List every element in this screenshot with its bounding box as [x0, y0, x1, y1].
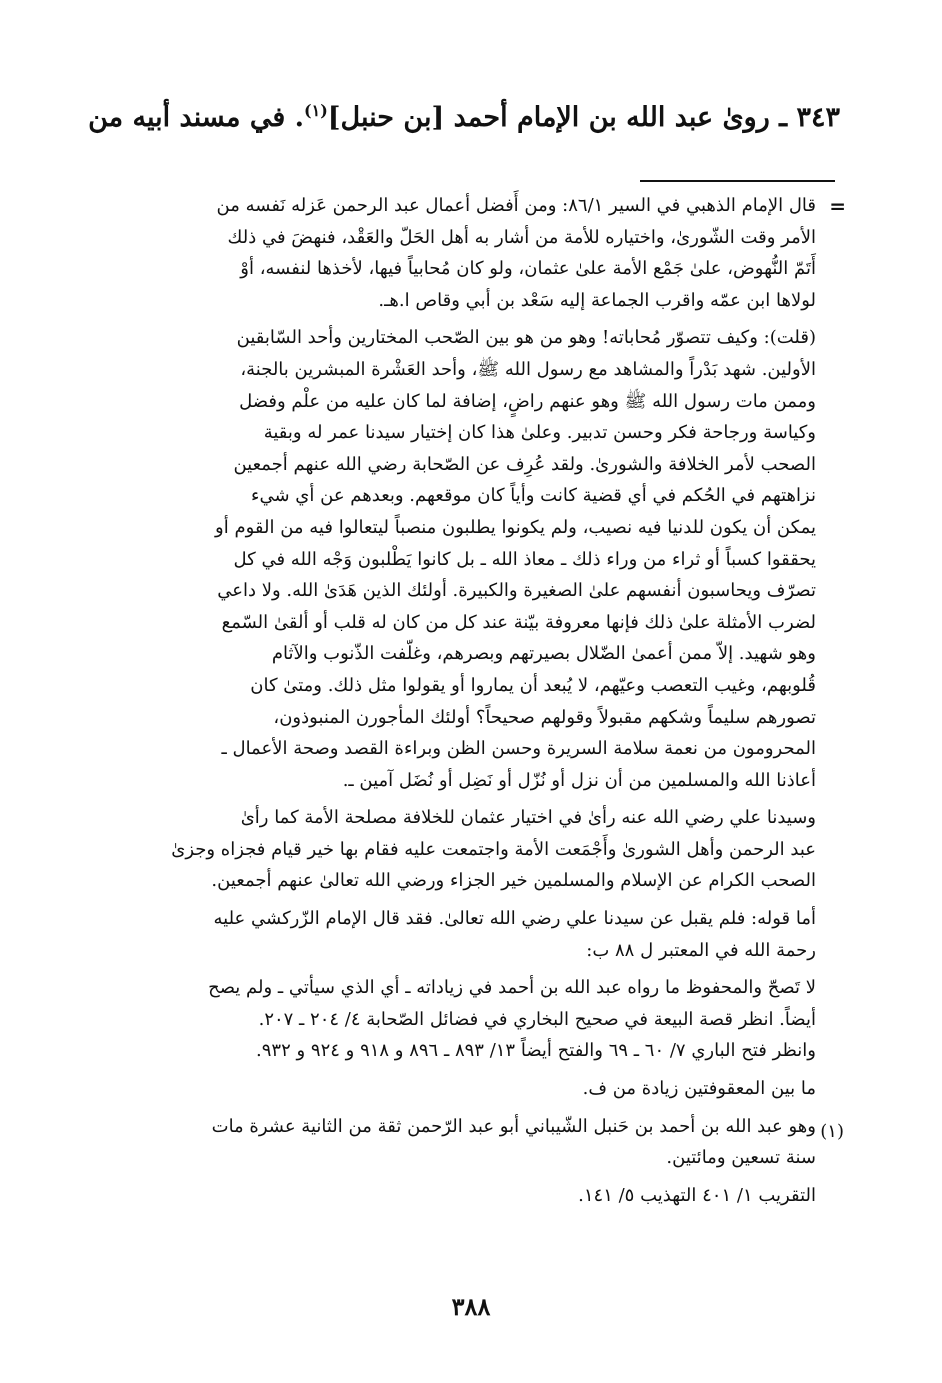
hadith-number: ٣٤٣ — [796, 102, 840, 133]
footnote-line: أيضاً. انظر قصة البيعة في صحيح البخاري في فضائل الصّحابة ٤/ ٢٠٤ ـ ٢٠٧. — [258, 1008, 816, 1030]
footnote-line: وانظر فتح الباري ٧/ ٦٠ ـ ٦٩ والفتح أيضاً ١٣/ ٨٩٣ ـ ٨٩٦ و ٩١٨ و ٩٢٤ و ٩٣٢. — [256, 1040, 816, 1062]
footnote-line: لولاها ابن عمّه واقرب الجماعة إليه سَعْد بن أبي وقاص ا.هـ. — [378, 289, 816, 311]
footnote-line: أعاذنا الله والمسلمين من أن نزل أو نُزّل أو نَضِل أو نُضَل آمين ـ. — [342, 769, 816, 791]
footnote-line: التقريب ١/ ٤٠١ التهذيب ٥/ ١٤١. — [578, 1184, 816, 1206]
footnote-line: الصحب الكرام عن الإسلام والمسلمين خير الجزاء ورضي الله تعالىٰ عنهم أجمعين. — [211, 870, 816, 892]
continuation-mark: = — [829, 194, 846, 218]
footnote-line: نزاهتهم في الحُكم في أي قضية كانت وأياً كان موقعهم. وبعدهم عن أي شيء — [251, 485, 816, 507]
footnote-line: وكياسة ورجاحة فكر وحسن تدبير. وعلىٰ هذا كان إختيار سيدنا عمر له وبقية — [263, 422, 816, 444]
footnote-line: تصورهم سليماً وشكهم مقبولاً وقولهم صحيحاً؟ أولئك المأجورن المنبوذون، — [273, 706, 816, 728]
footnote-line: الأمر وقت الشّورىٰ، واختياره للأمة من أشار به أهل الحَلّ والعَقْد، فنهضَ في ذلك — [227, 226, 816, 248]
footnote-line: وهو شهيد. إلاّ ممن أعمىٰ الضّلال بصيرتهم وبصرهم، وغلّفت الذّنوب والآثام — [271, 643, 816, 665]
footnote-paragraph — [100, 190, 816, 316]
footnote-line: (قلت): وكيف تتصوّر مُحاباته! وهو من هو بين الصّحب المختارين وأحد السّابقين — [236, 327, 816, 349]
footnote-line: رحمة الله في المعتبر ل ٨٨ ب: — [586, 939, 816, 961]
footnote-line: وسيدنا علي رضي الله عنه رأىٰ في اختيار عثمان للخلافة مصلحة الأمة كما رأىٰ — [240, 807, 816, 829]
main-text-line — [80, 98, 840, 138]
footnote-line: ما بين المعقوفتين زيادة من ف. — [582, 1078, 816, 1100]
footnote-line: سنة تسعين ومائتين. — [666, 1147, 816, 1169]
footnote-number: (١) — [820, 1121, 844, 1142]
footnote-paragraph — [100, 1180, 816, 1212]
footnote-paragraph — [100, 1073, 816, 1105]
footnote-line: تصرّف ويحاسبون أنفسهم علىٰ الصغيرة والكبيرة. أولئك الذين هَدَىٰ الله. ولا داعي — [217, 580, 816, 602]
footnote-reference: (١) — [304, 101, 328, 120]
footnote-line: قال الإمام الذهبي في السير ٨٦/١: ومن أَفضل أعمال عبد الرحمن عَزله نَفسه من — [216, 195, 816, 216]
page-number: ٣٨٨ — [451, 1292, 491, 1321]
main-text-before-note: ـ روىٰ عبد الله بن الإمام أحمد [بن حنبل] — [327, 102, 788, 133]
footnote-line: يمكن أن يكون للدنيا فيه نصيب، ولم يكونوا يطلبون منصباً ليتعالوا فيه من القوم أو — [215, 516, 816, 538]
main-text-after-note: . في مسند أبيه من — [88, 102, 305, 133]
footnote-line: لضرب الأمثلة علىٰ ذلك فإنها معروفة بيّنة عند كل من كان له قلب أو ألقىٰ السّمع — [221, 611, 816, 633]
footnote-paragraph — [100, 903, 816, 966]
footnote-paragraph — [100, 322, 816, 796]
footnote-line: أَتَمّ النُّهوض، علىٰ جَمْع الأمة علىٰ عثمان، ولو كان مُحابياً فيها، لأخذها لنفسه، أوْ — [240, 258, 816, 280]
footnote-line: يحققوا كسباً أو ثراء من وراء ذلك ـ معاذ الله ـ بل كانوا يَطْلبون وَجْه الله في كل — [233, 548, 816, 570]
footnote-line: المحرومون من نعمة سلامة السريرة وحسن الظن وبراءة القصد وصحة الأعمال ـ — [221, 738, 816, 760]
footnote-line: لا تَصحّ والمحفوظ ما رواه عبد الله بن أحمد في زياداته ـ أي الذي سيأتي ـ ولم يصح — [208, 977, 816, 999]
footnote-line: عبد الرحمن وأهل الشورىٰ وأَجْمَعت الأمة واجتمعت عليه فقام بها خير قيام فجزاه وجزىٰ — [171, 838, 816, 860]
footnote-line: قُلوبهم، وغيب التعصب وعيّهم، لا يُبعد أن يماروا أو يقولوا مثل ذلك. ومتىٰ كان — [250, 674, 816, 696]
footnote-line: الأولين. شهد بَدْراً والمشاهد مع رسول الله ﷺ، وأحد العَشْرة المبشرين بالجنة، — [240, 358, 816, 380]
footnote-line: وهو عبد الله بن أحمد بن حَنبل الشّيباني أبو عبد الرّحمن ثقة من الثانية عشرة مات — [211, 1115, 816, 1137]
footnote-paragraph — [100, 972, 816, 1067]
footnote-paragraph — [100, 802, 816, 897]
footnote-line: الصحب لأمر الخلافة والشورىٰ. ولقد عُرِف عن الصّحابة رضي الله عنهم أجمعين — [233, 453, 816, 475]
footnote-line: أما قوله: فلم يقبل عن سيدنا علي رضي الله تعالىٰ. فقد قال الإمام الزّركشي عليه — [213, 908, 816, 930]
footnote-separator-rule — [640, 180, 835, 182]
footnotes-block — [100, 190, 816, 1217]
footnote-paragraph — [100, 1111, 816, 1174]
footnote-line: وممن مات رسول الله ﷺ وهو عنهم راضٍ، إضافة لما كان عليه من علْم وفضل — [239, 390, 816, 412]
